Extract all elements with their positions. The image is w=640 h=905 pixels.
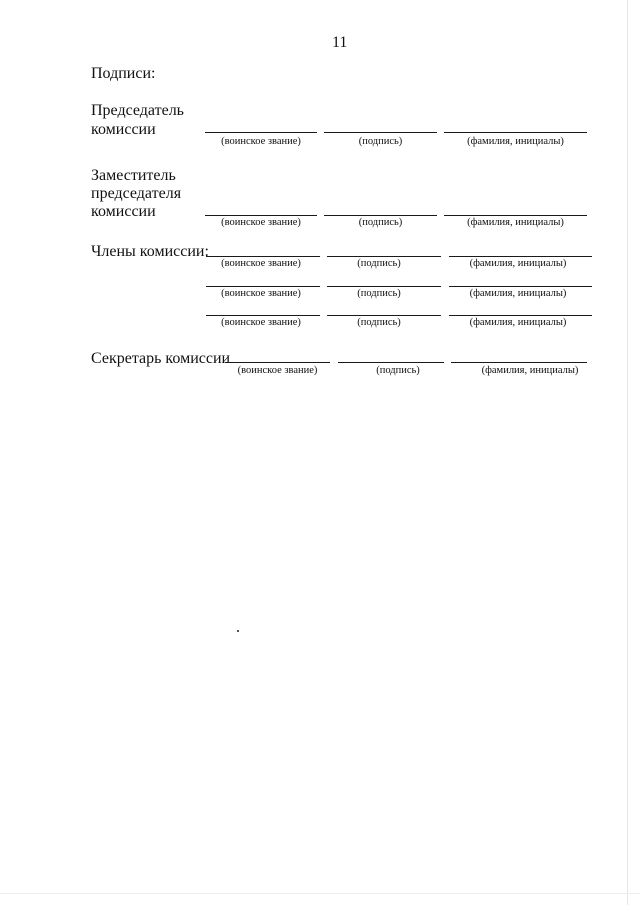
signature-caption: (подпись) [357,317,401,328]
name-caption: (фамилия, инициалы) [469,317,567,328]
role-label: Заместитель [91,167,176,184]
role-label: Председатель [91,102,184,119]
rank-caption: (воинское звание) [221,217,301,228]
rank-line [225,362,330,363]
signature-line [327,286,441,287]
page-edge [0,893,640,894]
signature-line [327,315,441,316]
rank-line [206,286,320,287]
signature-caption: (подпись) [357,258,401,269]
name-caption: (фамилия, инициалы) [469,288,567,299]
role-label: Секретарь комиссии [91,350,231,367]
name-line [449,286,592,287]
signature-caption: (подпись) [376,365,420,376]
signature-line [338,362,444,363]
signature-caption: (подпись) [357,288,401,299]
page-edge [627,0,628,905]
scan-speck [237,630,239,632]
role-label: комиссии [91,203,156,220]
rank-caption: (воинское звание) [221,317,301,328]
signature-line [327,256,441,257]
name-caption: (фамилия, инициалы) [481,365,579,376]
page-number: 11 [332,34,348,51]
rank-line [205,132,317,133]
rank-line [206,256,320,257]
name-line [451,362,587,363]
signature-line [324,132,437,133]
rank-caption: (воинское звание) [221,288,301,299]
signature-caption: (подпись) [358,217,403,228]
section-title: Подписи: [91,65,156,82]
name-line [444,132,587,133]
signature-caption: (подпись) [358,136,403,147]
role-label: комиссии [91,121,156,138]
role-label: Члены комиссии: [91,243,209,260]
rank-caption: (воинское звание) [237,365,318,376]
name-caption: (фамилия, инициалы) [469,258,567,269]
rank-caption: (воинское звание) [221,258,301,269]
signature-line [324,215,437,216]
name-caption: (фамилия, инициалы) [467,136,564,147]
rank-caption: (воинское звание) [221,136,301,147]
rank-line [206,315,320,316]
name-line [444,215,587,216]
name-line [449,315,592,316]
rank-line [205,215,317,216]
name-line [449,256,592,257]
name-caption: (фамилия, инициалы) [467,217,564,228]
role-label: председателя [91,185,182,202]
